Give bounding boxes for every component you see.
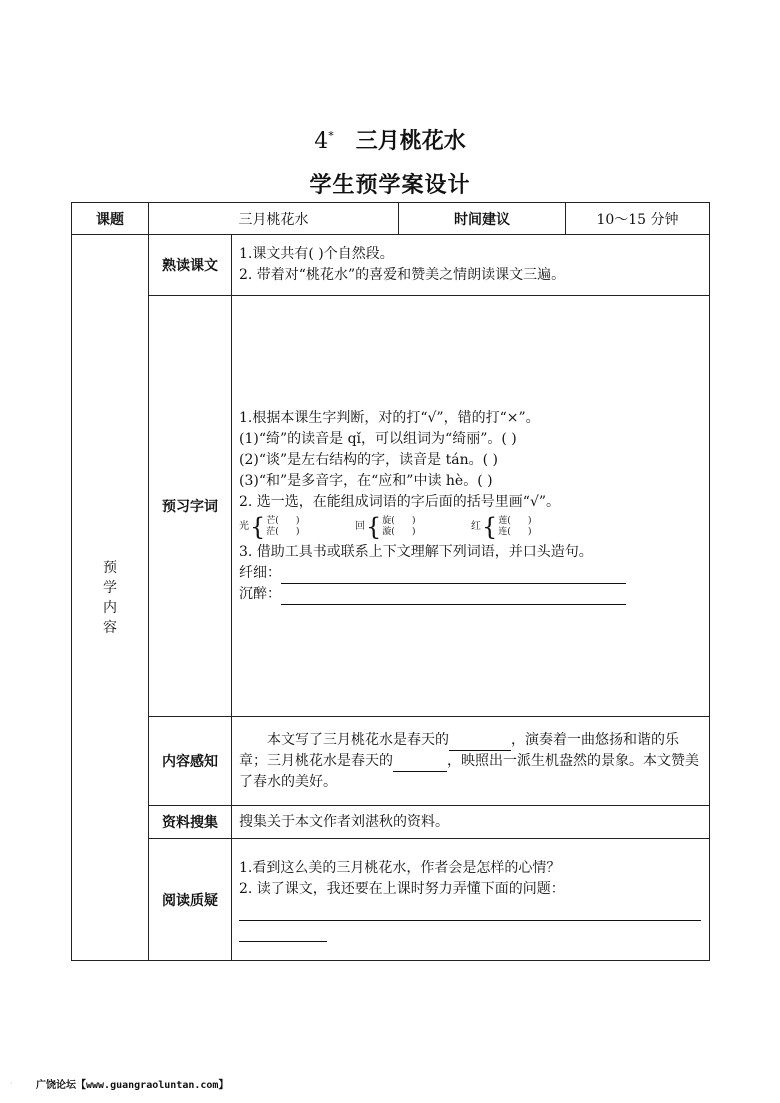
content-label: 内容感知 — [149, 717, 232, 806]
row-content — [72, 717, 710, 806]
row-words — [72, 296, 710, 717]
brace-group: 光 { 芒( ) 茫( ) — [239, 512, 300, 541]
words-label: 预习字词 — [149, 296, 232, 717]
answer-line[interactable] — [281, 588, 626, 605]
answer-blank[interactable] — [449, 734, 511, 751]
questions-label: 阅读质疑 — [149, 839, 232, 961]
time-label: 时间建议 — [399, 203, 566, 235]
materials-text: 搜集关于本文作者刘湛秋的资料。 — [232, 806, 710, 839]
brace-group: 红 { 莲( ) 连( ) — [471, 512, 532, 541]
row-questions — [72, 839, 710, 961]
term-line: 纤细： — [239, 563, 703, 584]
brace-group: 回 { 旋( ) 漩( ) — [355, 512, 416, 541]
section-label: 预 学 内 容 — [72, 235, 149, 961]
topic-value: 三月桃花水 — [149, 203, 399, 235]
lesson-number: 4* — [314, 129, 334, 154]
info-row — [72, 203, 710, 235]
term-line: 沉醉： — [239, 584, 703, 605]
materials-label: 资料搜集 — [149, 806, 232, 839]
answer-blank[interactable] — [393, 755, 447, 772]
time-value: 10～15 分钟 — [566, 203, 710, 235]
topic-label: 课题 — [72, 203, 149, 235]
words-content: 1.根据本课生字判断，对的打“√”，错的打“×”。 (1)“绮”的读音是 qǐ，可以组词为“绮丽”。( ) (2)“谈”是左右结构的字，读音是 tán。( ) (3)“和”是多音字，在“应和”中读 hè。( ) 2. 选一选，在能组成词语的字后面的括号里画“√”。 光 { 芒( ) 茫( ) 回 { 旋( ) 漩( ) 红 { 莲( ) 连( ) 3. 借助工具书或联系上下文理解下列词语，并口头造句。 纤细： 沉醉： — [232, 296, 710, 717]
answer-line[interactable] — [281, 567, 626, 584]
questions-content: 1.看到这么美的三月桃花水，作者会是怎样的心情？ 2. 读了课文，我还要在上课时努力弄懂下面的问题： — [232, 839, 710, 961]
row-read — [72, 235, 710, 296]
page-subtitle: 学生预学案设计 — [309, 173, 471, 198]
row-materials — [72, 806, 710, 839]
footer-watermark: 广饶论坛【www.guangraoluntan.com】 — [36, 1080, 229, 1091]
answer-line[interactable] — [239, 904, 701, 921]
worksheet-table — [71, 202, 710, 961]
read-label: 熟读课文 — [149, 235, 232, 296]
corner-mark: · — [10, 1079, 13, 1088]
lesson-title-text: 三月桃花水 — [355, 129, 466, 154]
read-content: 1.课文共有( )个自然段。 2. 带着对“桃花水”的喜爱和赞美之情朗读课文三遍。 — [232, 235, 710, 296]
content-text: 本文写了三月桃花水是春天的 ，演奏着一曲悠扬和谐的乐章；三月桃花水是春天的 ，映照出一派生机盎然的景象。本文赞美了春水的美好。 — [232, 717, 710, 806]
brace-options — [239, 512, 703, 541]
answer-line[interactable] — [239, 925, 327, 942]
lesson-title — [0, 124, 780, 155]
